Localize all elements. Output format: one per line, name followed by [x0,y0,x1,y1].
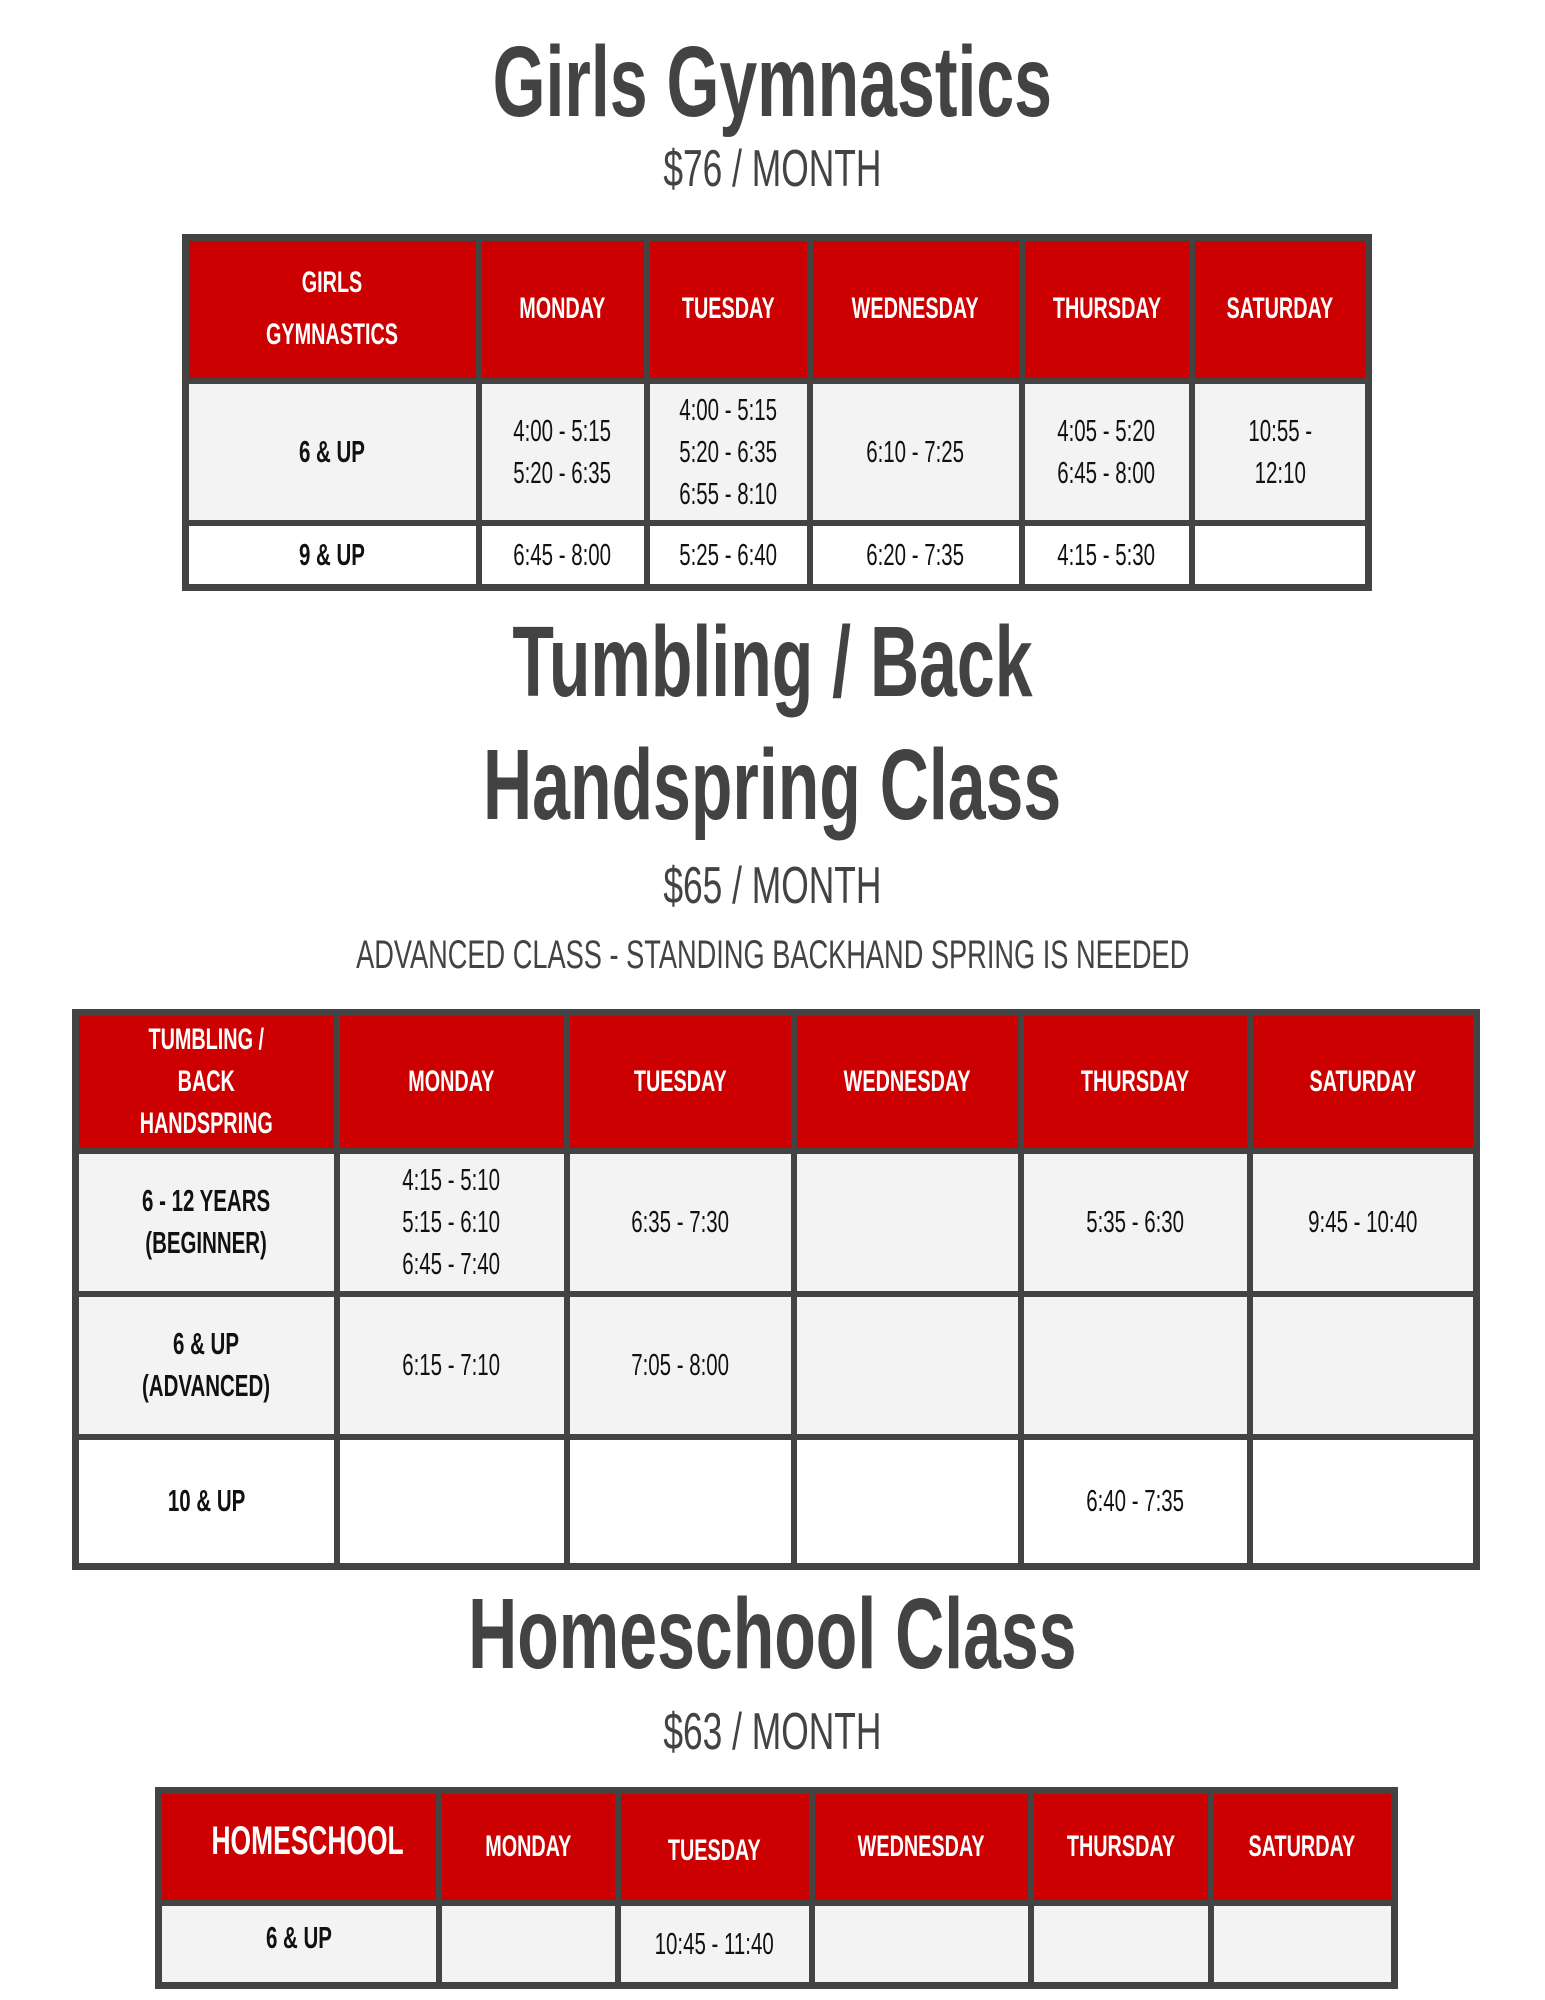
time-slot: 4:15 - 5:30 [1057,536,1156,572]
header-cell-tuesday: TUESDAY [567,1013,794,1151]
time-slot: 7:05 - 8:00 [631,1347,729,1382]
price-tumbling [0,857,1545,915]
header-cell-saturday: SATURDAY [1211,1791,1395,1903]
time-cell-saturday [1192,523,1369,588]
time-slot: 5:20 - 6:35 [679,433,777,469]
time-cell-monday [479,381,647,523]
time-cell-thursday [1021,1294,1250,1437]
header-cell-wednesday: WEDNESDAY [794,1013,1021,1151]
time-cell-thursday [1021,1151,1250,1294]
row-label-line: 6 & UP [265,1919,332,1955]
row-label-line: 10 & UP [167,1483,245,1519]
time-cell-monday [337,1294,567,1437]
note-text: ADVANCED CLASS - STANDING BACKHAND SPRING IS NEEDED [355,933,1190,977]
time-slot: 5:35 - 6:30 [1086,1204,1184,1239]
time-cell-wednesday [794,1437,1021,1567]
row-label-cell [186,381,479,523]
time-slot: 6:45 - 7:40 [402,1246,501,1281]
time-cell-saturday [1250,1151,1477,1294]
time-cell-tuesday [618,1903,812,1986]
header-cell-category [186,238,479,381]
table-row [76,1151,1477,1294]
time-slot: 4:00 - 5:15 [513,412,612,448]
price-text: $65 / MONTH [663,857,882,915]
row-label-line: 6 - 12 YEARS [142,1183,271,1218]
price-homeschool [0,1703,1545,1761]
row-label-line: 9 & UP [299,536,366,572]
table-row [186,523,1369,588]
row-label-cell [186,523,479,588]
time-cell-wednesday [810,381,1022,523]
schedule-table-girls-gymnastics [182,234,1372,591]
title-line: Homeschool Class [468,1578,1077,1690]
time-cell-thursday [1022,523,1192,588]
title-line: Handspring Class [483,729,1062,841]
time-slot: 6:45 - 8:00 [513,536,612,572]
header-cell-category [76,1013,337,1151]
header-cell-tuesday: TUESDAY [647,238,810,381]
table-header-row [76,1013,1477,1151]
time-cell-monday [439,1903,618,1986]
time-cell-wednesday [810,523,1022,588]
time-cell-saturday [1211,1903,1395,1986]
title-line: Tumbling / Back [512,606,1033,718]
header-line: HANDSPRING [139,1106,273,1140]
time-slot: 4:00 - 5:15 [679,391,777,427]
time-cell-saturday [1192,381,1369,523]
row-label-line: 6 & UP [173,1326,240,1361]
title-line: Girls Gymnastics [492,26,1053,138]
time-slot: 6:10 - 7:25 [866,433,965,469]
time-slot: 4:05 - 5:20 [1057,412,1156,448]
time-cell-tuesday [567,1437,794,1567]
row-label-cell [76,1151,337,1294]
time-slot: 10:55 - 12:10 [1247,412,1312,490]
header-cell-monday: MONDAY [337,1013,567,1151]
time-cell-wednesday [812,1903,1031,1986]
time-cell-monday [337,1151,567,1294]
row-label-cell [76,1294,337,1437]
time-cell-wednesday [794,1294,1021,1437]
time-slot: 5:20 - 6:35 [513,454,612,490]
section-title-tumbling [0,606,1545,718]
time-cell-wednesday [794,1151,1021,1294]
table-header-row [159,1791,1395,1903]
table-header-row [186,238,1369,381]
header-cell-monday: MONDAY [439,1791,618,1903]
header-cell-tuesday: TUESDAY [618,1791,812,1903]
header-cell-saturday: SATURDAY [1192,238,1369,381]
schedule-table-homeschool [155,1787,1398,1989]
price-text: $63 / MONTH [663,1703,882,1761]
price-text: $76 / MONTH [663,140,882,198]
time-cell-monday [479,523,647,588]
time-slot: 5:25 - 6:40 [679,536,777,572]
time-cell-saturday [1250,1437,1477,1567]
time-slot: 10:45 - 11:40 [654,1925,775,1961]
header-line: TUMBLING / BACK [148,1022,264,1098]
time-slot: 5:15 - 6:10 [402,1204,501,1239]
time-slot: 6:35 - 7:30 [631,1204,729,1239]
time-cell-tuesday [567,1294,794,1437]
header-cell-wednesday: WEDNESDAY [812,1791,1031,1903]
header-cell-thursday: THURSDAY [1022,238,1192,381]
time-slot: 9:45 - 10:40 [1308,1204,1418,1239]
header-cell-saturday: SATURDAY [1250,1013,1477,1151]
time-cell-thursday [1031,1903,1211,1986]
section-title-girls-gymnastics [0,26,1545,138]
header-line: HOMESCHOOL [211,1818,404,1863]
row-label-line: (BEGINNER) [145,1225,268,1260]
row-label-cell [159,1903,439,1986]
schedule-table-tumbling [72,1009,1480,1570]
time-slot: 6:20 - 7:35 [866,536,965,572]
section-title-tumbling-line2 [0,729,1545,841]
time-cell-saturday [1250,1294,1477,1437]
header-cell-monday: MONDAY [479,238,647,381]
header-cell-wednesday: WEDNESDAY [810,238,1022,381]
time-cell-thursday [1022,381,1192,523]
time-slot: 6:55 - 8:10 [679,475,777,511]
table-row [76,1437,1477,1567]
time-cell-tuesday [647,381,810,523]
row-label-line: 6 & UP [299,433,366,469]
header-cell-category [159,1791,439,1903]
row-label-line: (ADVANCED) [142,1368,271,1403]
time-cell-tuesday [567,1151,794,1294]
table-row [159,1903,1395,1986]
row-label-cell [76,1437,337,1567]
section-title-homeschool [0,1578,1545,1690]
time-cell-monday [337,1437,567,1567]
header-cell-thursday: THURSDAY [1021,1013,1250,1151]
price-girls-gymnastics [0,140,1545,198]
tumbling-requirement-note [0,935,1545,975]
time-cell-thursday [1021,1437,1250,1567]
time-slot: 6:45 - 8:00 [1057,454,1156,490]
time-slot: 6:40 - 7:35 [1086,1483,1184,1519]
time-cell-tuesday [647,523,810,588]
table-row [186,381,1369,523]
header-line: GYMNASTICS [266,318,399,352]
time-slot: 4:15 - 5:10 [402,1162,501,1197]
header-cell-thursday: THURSDAY [1031,1791,1211,1903]
time-slot: 6:15 - 7:10 [402,1347,501,1382]
header-line: GIRLS [301,266,363,300]
table-row [76,1294,1477,1437]
